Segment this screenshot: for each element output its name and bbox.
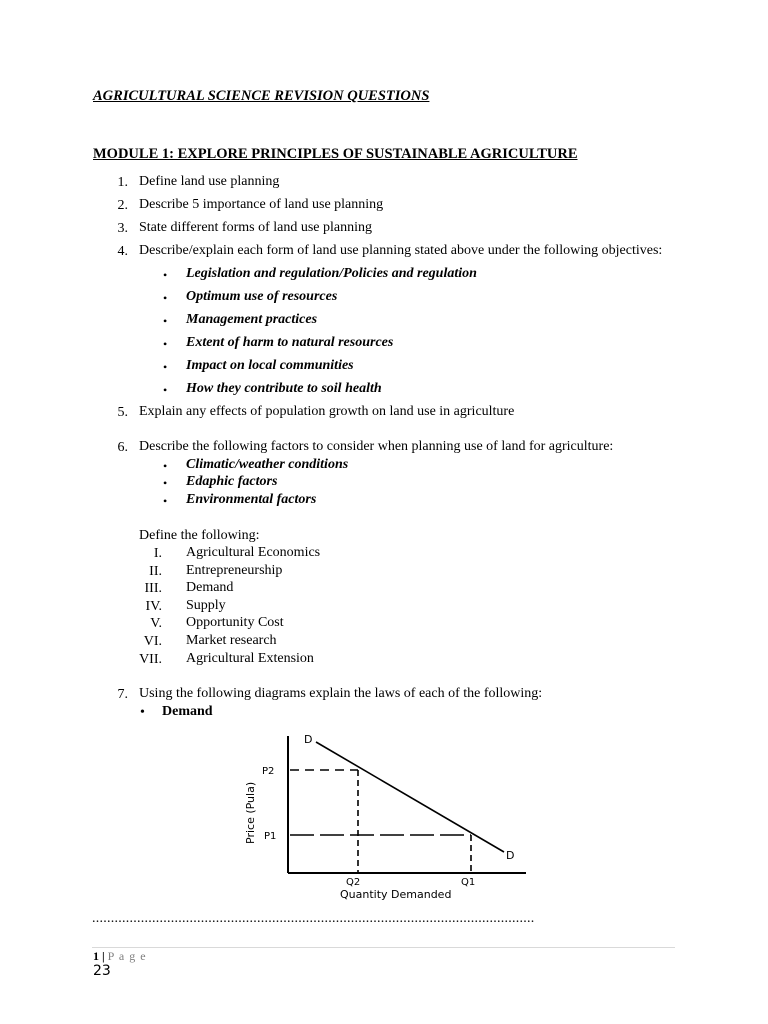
question-number: 7. [117, 687, 128, 702]
bullet-icon: • [163, 337, 168, 351]
curve-label-top: D [304, 733, 313, 746]
define-intro: Define the following: [139, 528, 260, 543]
answer-dotted-line: ...................................................................................................................... [92, 911, 535, 926]
diagram-background [236, 730, 536, 902]
question-number: 4. [117, 244, 128, 259]
demand-diagram [236, 730, 536, 902]
roman-numeral: III. [144, 581, 162, 596]
bullet-icon: • [140, 705, 145, 720]
question-number: 2. [117, 198, 128, 213]
definition-text: Agricultural Economics [186, 545, 321, 560]
bullet-icon: • [163, 476, 168, 490]
q1-label: Q1 [461, 877, 476, 888]
definition-text: Opportunity Cost [186, 615, 284, 630]
factor-text: Edaphic factors [186, 474, 278, 489]
question-number: 3. [117, 221, 128, 236]
bullet-icon: • [163, 314, 168, 328]
question-number: 1. [117, 175, 128, 190]
roman-numeral: V. [150, 616, 162, 631]
page-separator: | [102, 949, 105, 963]
question-number: 6. [117, 440, 128, 455]
bullet-icon: • [163, 494, 168, 508]
bullet-icon: • [163, 268, 168, 282]
objective-text: How they contribute to soil health [186, 381, 382, 396]
definition-text: Demand [186, 580, 234, 595]
x-axis-label: Quantity Demanded [340, 888, 452, 901]
page-number: 1 [93, 949, 99, 963]
definition-text: Entrepreneurship [186, 563, 283, 578]
definition-text: Agricultural Extension [186, 651, 314, 666]
footer-page-label [93, 950, 147, 962]
factor-text: Environmental factors [186, 492, 317, 507]
objective-text: Extent of harm to natural resources [186, 335, 394, 350]
question-text: Describe the following factors to consider when planning use of land for agriculture: [139, 439, 614, 454]
objective-text: Management practices [186, 312, 318, 327]
factor-text: Climatic/weather conditions [186, 457, 349, 472]
footer-divider [92, 947, 675, 948]
objective-text: Impact on local communities [186, 358, 354, 373]
objective-text: Legislation and regulation/Policies and regulation [186, 266, 477, 281]
roman-numeral: II. [149, 564, 162, 579]
definition-text: Supply [186, 598, 226, 613]
page-word: P a g e [107, 949, 147, 963]
document-title: AGRICULTURAL SCIENCE REVISION QUESTIONS [93, 88, 430, 104]
question-text: Describe/explain each form of land use planning stated above under the following objectives: [139, 243, 663, 258]
law-item-demand: Demand [162, 704, 213, 719]
page-total: 23 [93, 963, 111, 979]
bullet-icon: • [163, 383, 168, 397]
roman-numeral: VI. [143, 634, 162, 649]
bullet-icon: • [163, 291, 168, 305]
p2-label: P2 [262, 766, 275, 777]
question-number: 5. [117, 405, 128, 420]
objective-text: Optimum use of resources [186, 289, 338, 304]
q2-label: Q2 [346, 877, 361, 888]
module-heading: MODULE 1: EXPLORE PRINCIPLES OF SUSTAINABLE AGRICULTURE [93, 146, 578, 162]
y-axis-label: Price (Pula) [244, 781, 257, 844]
p1-label: P1 [264, 831, 277, 842]
bullet-icon: • [163, 360, 168, 374]
question-text: State different forms of land use planning [139, 220, 373, 235]
roman-numeral: IV. [145, 599, 162, 614]
question-text: Describe 5 importance of land use planning [139, 197, 384, 212]
roman-numeral: I. [153, 546, 162, 561]
question-text: Define land use planning [139, 174, 280, 189]
question-text: Explain any effects of population growth on land use in agriculture [139, 404, 515, 419]
definition-text: Market research [186, 633, 277, 648]
roman-numeral: VII. [139, 652, 162, 667]
curve-label-bottom: D [506, 849, 515, 862]
question-text: Using the following diagrams explain the laws of each of the following: [139, 686, 543, 701]
bullet-icon: • [163, 459, 168, 473]
